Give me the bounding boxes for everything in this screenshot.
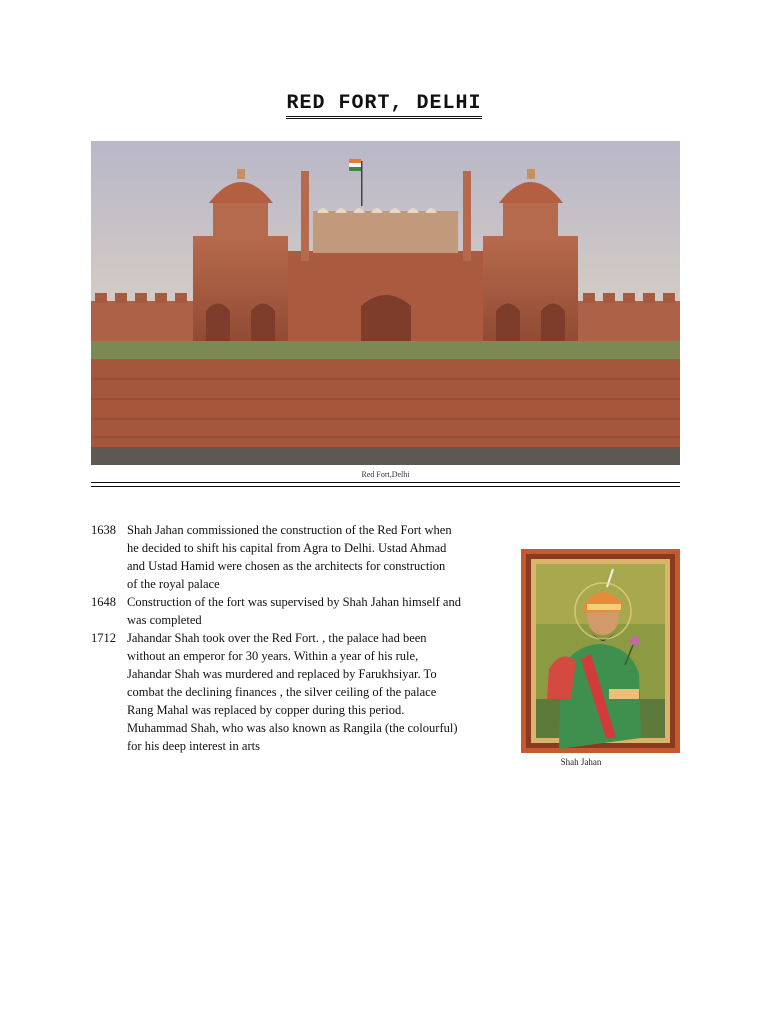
red-fort-photo <box>91 141 680 465</box>
timeline <box>91 521 501 755</box>
timeline-line: he decided to shift his capital from Agra to Delhi. Ustad Ahmad <box>127 541 447 555</box>
timeline-line: combat the declining finances , the silver ceiling of the palace <box>127 685 437 699</box>
timeline-year: 1648 <box>91 595 116 609</box>
page-title-text: RED FORT, DELHI <box>286 92 481 119</box>
timeline-text <box>91 593 501 629</box>
timeline-entry-1638 <box>91 521 501 593</box>
timeline-line: and Ustad Hamid were chosen as the architects for construction <box>127 559 446 573</box>
timeline-line: Construction of the fort was supervised by Shah Jahan himself and <box>127 595 461 609</box>
shah-jahan-portrait <box>521 549 680 753</box>
timeline-line: Jahandar Shah took over the Red Fort. , the palace had been <box>127 631 427 645</box>
timeline-line: Shah Jahan commissioned the construction of the Red Fort when <box>127 523 452 537</box>
timeline-line: of the royal palace <box>127 577 220 591</box>
divider-line-top <box>91 482 680 483</box>
timeline-line: Muhammad Shah, who was also known as Rangila (the colourful) <box>127 721 458 735</box>
timeline-line: Rang Mahal was replaced by copper during this period. <box>127 703 405 717</box>
timeline-line: Jahandar Shah was murdered and replaced by Farukhsiyar. To <box>127 667 437 681</box>
timeline-text <box>91 521 501 593</box>
timeline-year: 1712 <box>91 631 116 645</box>
timeline-line: was completed <box>127 613 202 627</box>
page-title <box>0 92 768 115</box>
portrait-caption: Shah Jahan <box>560 757 602 767</box>
timeline-entry-1712 <box>91 629 501 755</box>
fort-photo-caption: Red Fort,Delhi <box>361 470 410 479</box>
timeline-line: for his deep interest in arts <box>127 739 260 753</box>
timeline-text <box>91 629 501 755</box>
timeline-entry-1648 <box>91 593 501 629</box>
timeline-year: 1638 <box>91 523 116 537</box>
divider-line-bottom <box>91 486 680 487</box>
timeline-line: without an emperor for 30 years. Within a year of his rule, <box>127 649 419 663</box>
